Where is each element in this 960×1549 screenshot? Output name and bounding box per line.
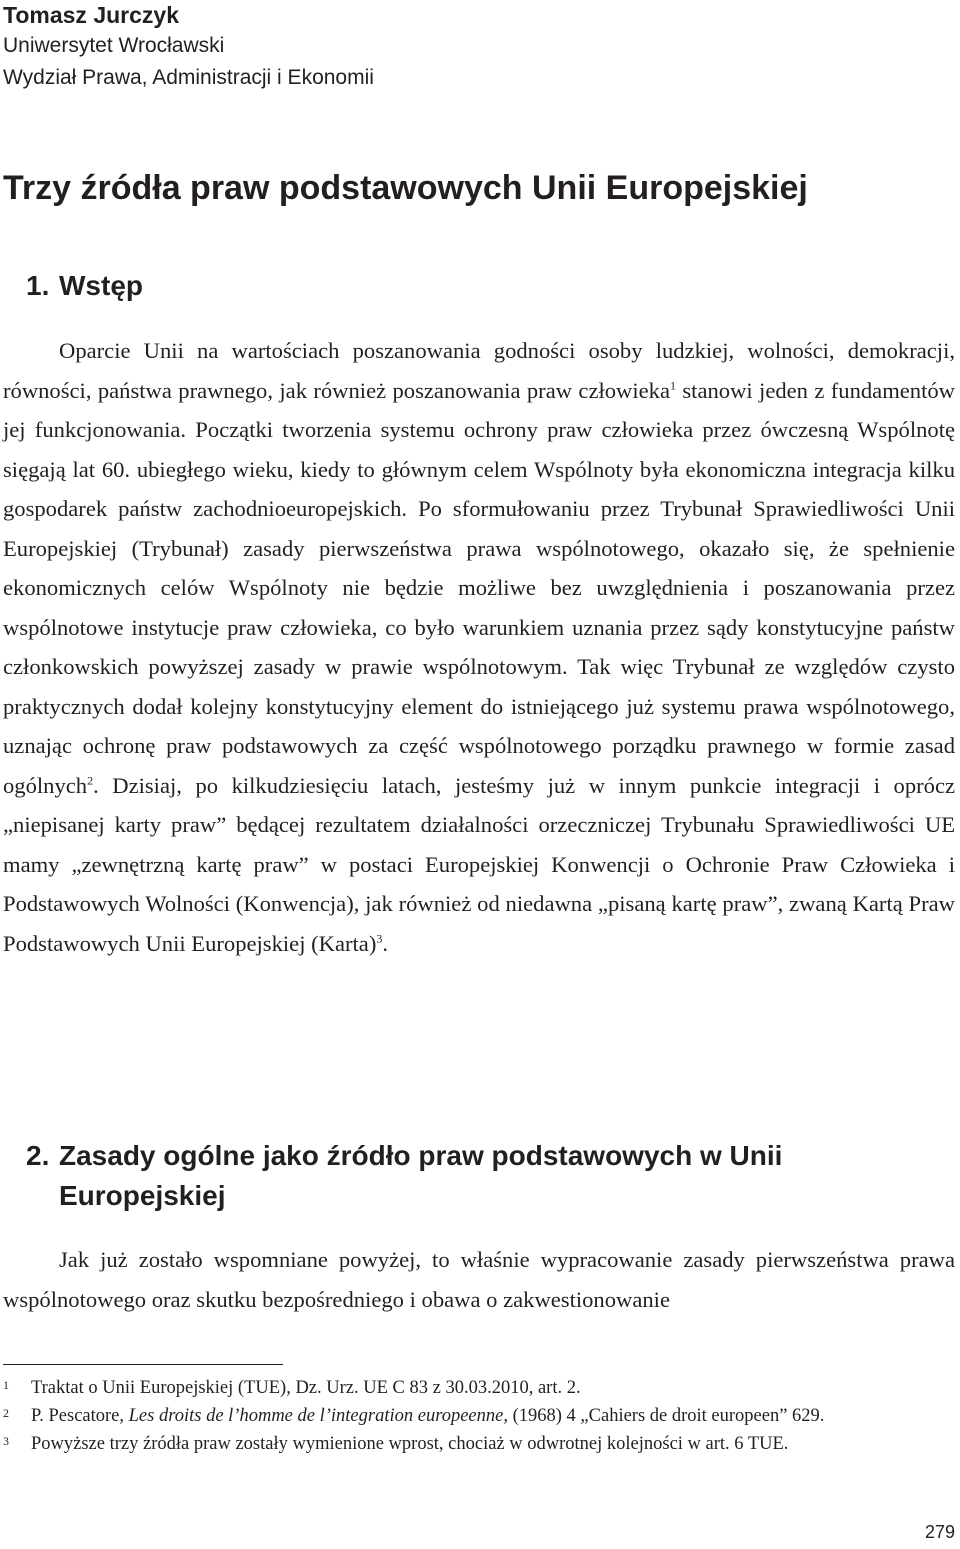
footnote-2 xyxy=(3,1402,955,1430)
section-heading-general-principles xyxy=(26,1136,856,1216)
body-paragraph-introduction xyxy=(3,331,955,963)
footnote-text xyxy=(31,1402,955,1430)
article-title: Trzy źródła praw podstawowych Unii Europejskiej xyxy=(3,169,808,207)
footnote-number: 2 xyxy=(3,1406,9,1420)
footnote-reference: 2 xyxy=(87,772,94,787)
author-university: Uniwersytet Wrocławski xyxy=(3,34,225,57)
paragraph-text: Oparcie Unii na wartościach poszanowania godności osoby ludzkiej, wolności, demokracji, równości, państwa prawnego, jak również poszanowania praw człowieka xyxy=(3,338,955,403)
footnote-number: 3 xyxy=(3,1434,9,1448)
footnote-3 xyxy=(3,1430,955,1458)
paragraph-text: Jak już zostało wspomniane powyżej, to właśnie wypracowanie zasady pierwszeństwa prawa wspólnotowego oraz skutku bezpośredniego i obawa o zakwestionowanie xyxy=(3,1247,955,1312)
footnotes xyxy=(3,1374,955,1458)
author-block xyxy=(3,0,374,94)
author-faculty: Wydział Prawa, Administracji i Ekonomii xyxy=(3,66,374,89)
body-paragraph-general-principles xyxy=(3,1240,955,1319)
footnote-reference: 1 xyxy=(670,377,676,392)
footnote-text-part: P. Pescatore, xyxy=(31,1406,129,1426)
paragraph-text: stanowi jeden z fundamentów jej funkcjonowania. Początki tworzenia systemu ochrony praw człowieka przez ówczesną Wspólnotę sięgają lat 60. ubiegłego wieku, kiedy to głównym celem Wspólnoty była ekonomiczna integracja kilku gospodarek państw zachodnioeuropejskich. Po sformułowaniu przez Trybunał Sprawiedliwości Unii Europejskiej (Trybunał) zasady pierwszeństwa prawa wspólnotowego, okazało się, że spełnienie ekonomicznych celów Wspólnoty nie będzie możliwe bez uwzględnienia i poszanowania przez wspólnotowe instytucje praw człowieka, co było warunkiem uznania przez sądy konstytucyjne państw członkowskich powyższej zasady w prawie wspólnotowym. Tak więc Trybunał ze względów czysto praktycznych dodał kolejny konstytucyjny element do istniejącego już systemu prawa wspólnotowego, uznając ochronę praw podstawowych za część wspólnotowego porządku prawnego w formie zasad ogólnych xyxy=(3,377,955,798)
section-number: 2. xyxy=(26,1140,50,1171)
footnote-divider xyxy=(3,1364,283,1365)
footnote-text: Powyższe trzy źródła praw zostały wymienione wprost, chociaż w odwrotnej kolejności w art. 6 TUE. xyxy=(31,1434,789,1454)
author-name: Tomasz Jurczyk xyxy=(3,2,179,28)
footnote-italic-title: Les droits de l’homme de l’integration europeenne, xyxy=(128,1406,508,1426)
section-number: 1. xyxy=(26,270,50,301)
section-title: Wstęp xyxy=(59,270,143,301)
footnote-text: Traktat o Unii Europejskiej (TUE), Dz. Urz. UE C 83 z 30.03.2010, art. 2. xyxy=(31,1378,581,1398)
footnote-reference: 3 xyxy=(376,930,383,945)
paragraph-text: . xyxy=(382,930,388,956)
page-number: 279 xyxy=(924,1522,955,1542)
footnote-number: 1 xyxy=(3,1378,9,1392)
paragraph-text: . Dzisiaj, po kilkudziesięciu latach, jesteśmy już w innym punkcie integracji i oprócz „niepisanej karty praw” będącej rezultatem działalności orzeczniczej Trybunału Sprawiedliwości UE mamy „zewnętrzną kartę praw” w postaci Europejskiej Konwencji o Ochronie Praw Człowieka i Podstawowych Wolności (Konwencja), jak również od niedawna „pisaną kartę praw”, zwaną Kartą Praw Podstawowych Unii Europejskiej (Karta) xyxy=(3,772,955,956)
footnote-text-part: (1968) 4 „Cahiers de droit europeen” 629. xyxy=(507,1406,825,1426)
section-heading-introduction xyxy=(26,266,143,306)
section-title: Zasady ogólne jako źródło praw podstawowych w Unii Europejskiej xyxy=(59,1140,783,1211)
footnote-1 xyxy=(3,1374,955,1402)
